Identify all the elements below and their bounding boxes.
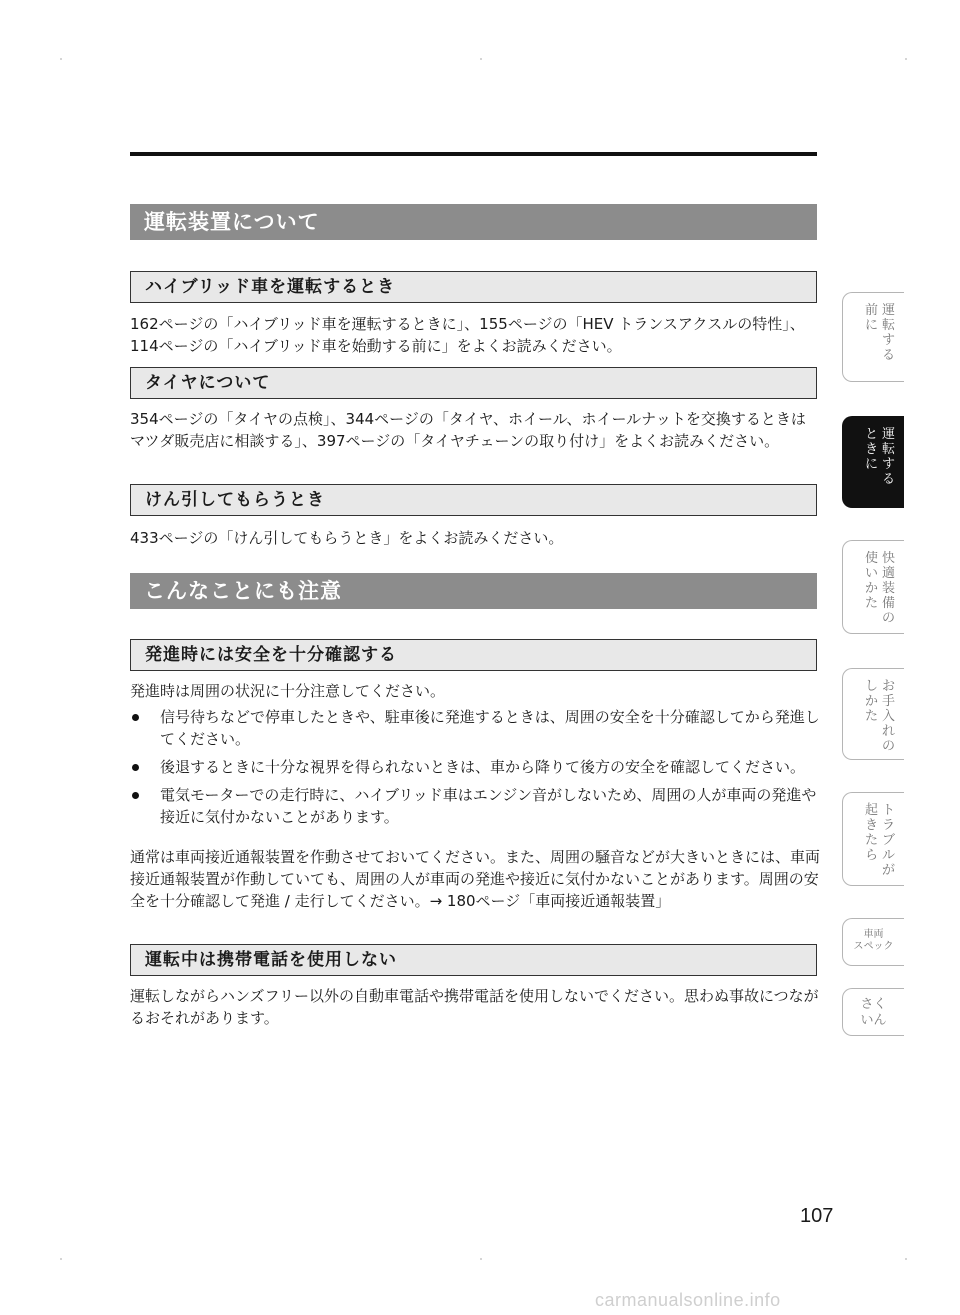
crop-mark [480, 1258, 482, 1260]
list-item-text: 電気モーターでの走行時に、ハイブリッド車はエンジン音がしないため、周囲の人が車両の発進や接近に気付かないことがあります。 [160, 786, 817, 826]
crop-mark [60, 58, 62, 60]
side-tab-trouble[interactable] [842, 792, 904, 886]
bullet-icon [132, 714, 139, 721]
side-tab-label: 前に [864, 303, 878, 333]
section-heading: 運転装置について [130, 204, 817, 240]
side-tab-label: 運転する [881, 303, 895, 363]
paragraph: 通常は車両接近通報装置を作動させておいてください。また、周囲の騒音などが大きいときには、車両接近通報装置が作動していても、周囲の人が車両の発進や接近に気付かないことがあります。周囲の安全を十分確認して発進 / 走行してください。→ 180ページ「車両接近通報装置」 [130, 848, 821, 910]
side-tab-label: さく [860, 997, 887, 1012]
crop-mark [905, 58, 907, 60]
side-tab-index[interactable] [842, 988, 904, 1036]
side-tab-while-driving[interactable] [842, 416, 904, 508]
footer-watermark: carmanualsonline.info [595, 1290, 781, 1310]
bullet-list [130, 706, 820, 834]
subsection-heading: タイヤについて [130, 367, 817, 399]
list-item [130, 784, 820, 828]
side-tab-label: 使いかた [864, 551, 878, 611]
side-tab-label: 車両 [863, 929, 884, 940]
list-item [130, 756, 820, 778]
section-heading: こんなことにも注意 [130, 573, 817, 609]
paragraph: 発進時は周囲の状況に十分注意してください。 [130, 682, 446, 700]
list-item-text: 信号待ちなどで停車したときや、駐車後に発進するときは、周囲の安全を十分確認してから発進してください。 [160, 708, 820, 748]
side-tab-label: スペック [853, 941, 894, 952]
top-rule [130, 152, 817, 156]
side-tab-label: しかた [864, 679, 878, 724]
side-tab-specs[interactable] [842, 918, 904, 966]
paragraph: 162ページの「ハイブリッド車を運転するときに」、155ページの「HEV トランスアクスルの特性」、114ページの「ハイブリッド車を始動する前に」をよくお読みください。 [130, 315, 805, 355]
list-item-text: 後退するときに十分な視界を得られないときは、車から降りて後方の安全を確認してください。 [160, 758, 806, 776]
side-tab-label: トラブルが [881, 803, 895, 878]
side-tab-label: 快適装備の [881, 551, 895, 626]
page-number: 107 [800, 1205, 834, 1227]
paragraph: 運転しながらハンズフリー以外の自動車電話や携帯電話を使用しないでください。思わぬ事故につながるおそれがあります。 [130, 987, 819, 1027]
side-tab-before-driving[interactable] [842, 292, 904, 382]
side-tab-label: お手入れの [881, 679, 895, 754]
subsection-heading: 発進時には安全を十分確認する [130, 639, 817, 671]
crop-mark [905, 1258, 907, 1260]
subsection-heading: けん引してもらうとき [130, 484, 817, 516]
paragraph: 433ページの「けん引してもらうとき」をよくお読みください。 [130, 529, 564, 547]
side-tab-comfort[interactable] [842, 540, 904, 634]
crop-mark [60, 1258, 62, 1260]
side-tab-label: 運転する [881, 427, 895, 487]
subsection-heading: 運転中は携帯電話を使用しない [130, 944, 817, 976]
side-tab-label: いん [860, 1013, 887, 1028]
subsection-heading: ハイブリッド車を運転するとき [130, 271, 817, 303]
paragraph: 354ページの「タイヤの点検」、344ページの「タイヤ、ホイール、ホイールナットを交換するときはマツダ販売店に相談する」、397ページの「タイヤチェーンの取り付け」をよくお読みください。 [130, 410, 806, 450]
side-tab-label: ときに [864, 427, 878, 472]
side-tab-maintenance[interactable] [842, 668, 904, 760]
bullet-icon [132, 792, 139, 799]
list-item [130, 706, 820, 750]
side-tab-label: 起きたら [864, 803, 878, 863]
crop-mark [480, 58, 482, 60]
bullet-icon [132, 764, 139, 771]
